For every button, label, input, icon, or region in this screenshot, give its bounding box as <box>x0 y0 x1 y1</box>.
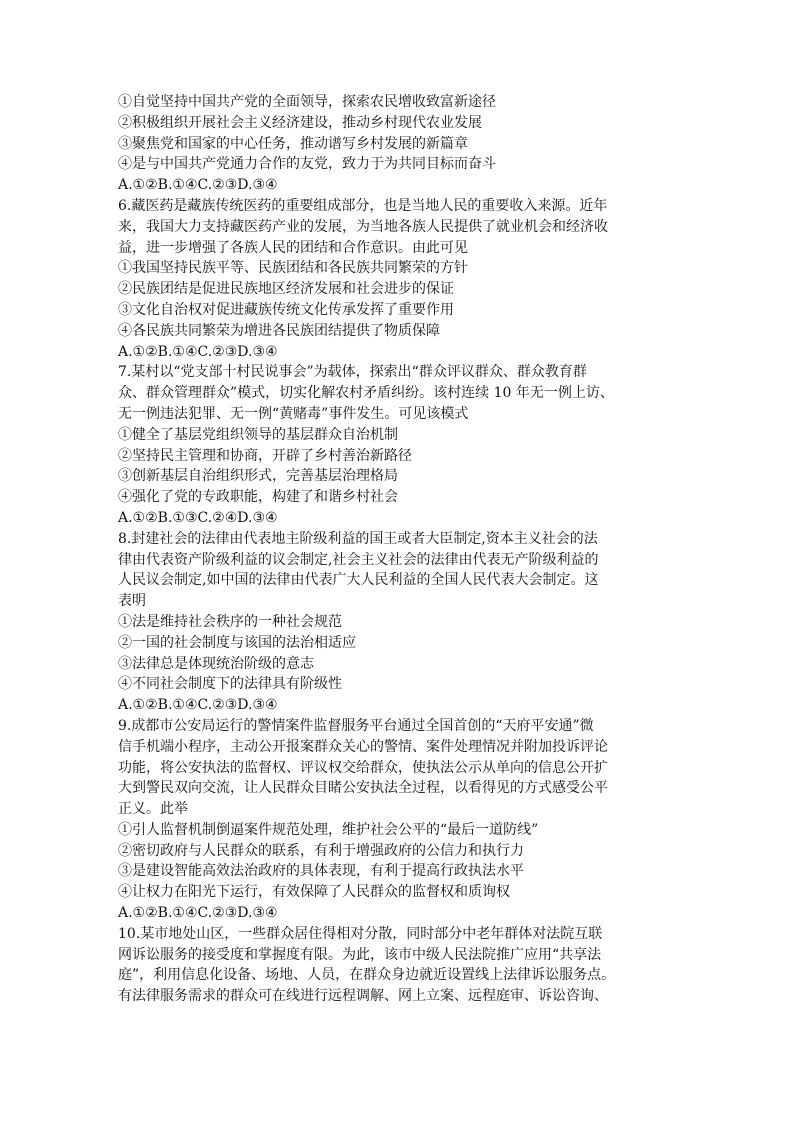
option-line: ④各民族共同繁荣为增进各民族团结提供了物质保障 <box>118 322 440 339</box>
option-line: ①健全了基层党组织领导的基层群众自治机制 <box>118 426 398 443</box>
option-line: ②积极组织开展社会主义经济建设，推动乡村现代农业发展 <box>118 114 482 131</box>
option-line: ①法是维持社会秩序的一种社会规范 <box>118 613 342 630</box>
stem-line: 大到警民双向交流，让人民群众目睹公安执法全过程，以看得见的方式感受公平 <box>118 780 608 797</box>
option-line: ④让权力在阳光下运行，有效保障了人民群众的监督权和质询权 <box>118 884 510 901</box>
stem-line: 无一例违法犯罪、无一例“黄赌毒”事件发生。可见该模式 <box>118 405 469 422</box>
question-7 <box>118 362 688 528</box>
stem-line: 正义。此举 <box>118 801 188 818</box>
question-10 <box>118 924 688 1007</box>
stem-line: 律由代表资产阶级利益的议会制定,社会主义社会的法律由代表无产阶级利益的 <box>118 551 599 568</box>
option-line: ②坚持民主管理和协商，开辟了乡村善治新路径 <box>118 447 412 464</box>
stem-line: 9.成都市公安局运行的警情案件监督服务平台通过全国首创的“天府平安通”微 <box>118 717 594 734</box>
option-line: ③创新基层自治组织形式，完善基层治理格局 <box>118 468 398 485</box>
stem-line: 6.藏医药是藏族传统医药的重要组成部分，也是当地人民的重要收入来源。近年 <box>118 197 608 214</box>
stem-line: 人民议会制定,如中国的法律由代表广大人民利益的全国人民代表大会制定。这 <box>118 572 599 589</box>
option-line: ③聚焦党和国家的中心任务，推动谱写乡村发展的新篇章 <box>118 135 468 152</box>
option-line: ②一国的社会制度与该国的法治相适应 <box>118 634 356 651</box>
question-stem <box>118 196 688 258</box>
option-line: ①自觉坚持中国共产党的全面领导，探索农民增收致富新途径 <box>118 94 496 110</box>
question-6 <box>118 196 688 362</box>
stem-line: 益，进一步增强了各族人民的团结和合作意识。由此可见 <box>118 239 468 256</box>
stem-line: 网诉讼服务的接受度和掌握度有限。为此，该市中级人民法院推广应用“共享法 <box>118 946 602 963</box>
question-stem <box>118 716 688 820</box>
option-line: ②民族团结是促进民族地区经济发展和社会进步的保证 <box>118 281 454 298</box>
option-line: ④不同社会制度下的法律具有阶级性 <box>118 676 342 693</box>
question-9 <box>118 716 688 924</box>
option-line: ①我国坚持民族平等、民族团结和各民族共同繁荣的方针 <box>118 260 468 277</box>
stem-line: 来，我国大力支持藏医药产业的发展，为当地各族人民提供了就业机会和经济收 <box>118 218 608 235</box>
question-8 <box>118 529 688 716</box>
stem-line: 众、群众管理群众”模式，切实化解农村矛盾纠纷。该村连续 10 年无一例上访、 <box>118 385 614 402</box>
stem-line: 10.某市地处山区，一些群众居住得相对分散，同时部分中老年群体对法院互联 <box>118 925 603 942</box>
stem-line: 有法律服务需求的群众可在线进行远程调解、网上立案、远程庭审、诉讼咨询、 <box>118 988 608 1005</box>
option-line: ③文化自治权对促进藏族传统文化传承发挥了重要作用 <box>118 301 454 318</box>
exam-page <box>118 92 688 1007</box>
question-stem <box>118 529 688 612</box>
option-line: ②密切政府与人民群众的联系，有利于增强政府的公信力和执行力 <box>118 842 524 859</box>
option-line: ④是与中国共产党通力合作的友党，致力于为共同目标而奋斗 <box>118 156 496 173</box>
question-5-options <box>118 92 688 196</box>
question-stem <box>118 924 688 1007</box>
option-line: ①引人监督机制倒逼案件规范处理，维护社会公平的“最后一道防线” <box>118 821 539 838</box>
option-line: ③法律总是体现统治阶级的意志 <box>118 655 314 672</box>
answer-choices: A.①②B.①④C.②③D.③④ <box>118 343 278 360</box>
option-line: ③是建设智能高效法治政府的具体表现，有利于提高行政执法水平 <box>118 863 524 880</box>
answer-choices: A.①②B.①④C.②③D.③④ <box>118 697 278 714</box>
question-stem <box>118 362 688 424</box>
stem-line: 8.封建社会的法律由代表地主阶级利益的国王或者大臣制定,资本主义社会的法 <box>118 530 598 547</box>
stem-line: 表明 <box>118 593 146 610</box>
stem-line: 7.某村以“党支部十村民说事会”为载体，探索出“群众评议群众、群众教育群 <box>118 364 587 381</box>
stem-line: 庭”，利用信息化设备、场地、人员，在群众身边就近设置线上法律诉讼服务点。 <box>118 967 616 984</box>
stem-line: 功能，将公安执法的监督权、评议权交给群众，使执法公示从单向的信息公开扩 <box>118 759 608 776</box>
stem-line: 信手机端小程序，主动公开报案群众关心的警情、案件处理情况并附加投诉评论 <box>118 738 608 755</box>
answer-choices: A.①②B.①③C.②④D.③④ <box>118 509 278 526</box>
answer-choices: A.①②B.①④C.②③D.③④ <box>118 905 278 922</box>
answer-choices: A.①②B.①④C.②③D.③④ <box>118 177 278 194</box>
option-line: ④强化了党的专政职能，构建了和谐乡村社会 <box>118 489 398 506</box>
